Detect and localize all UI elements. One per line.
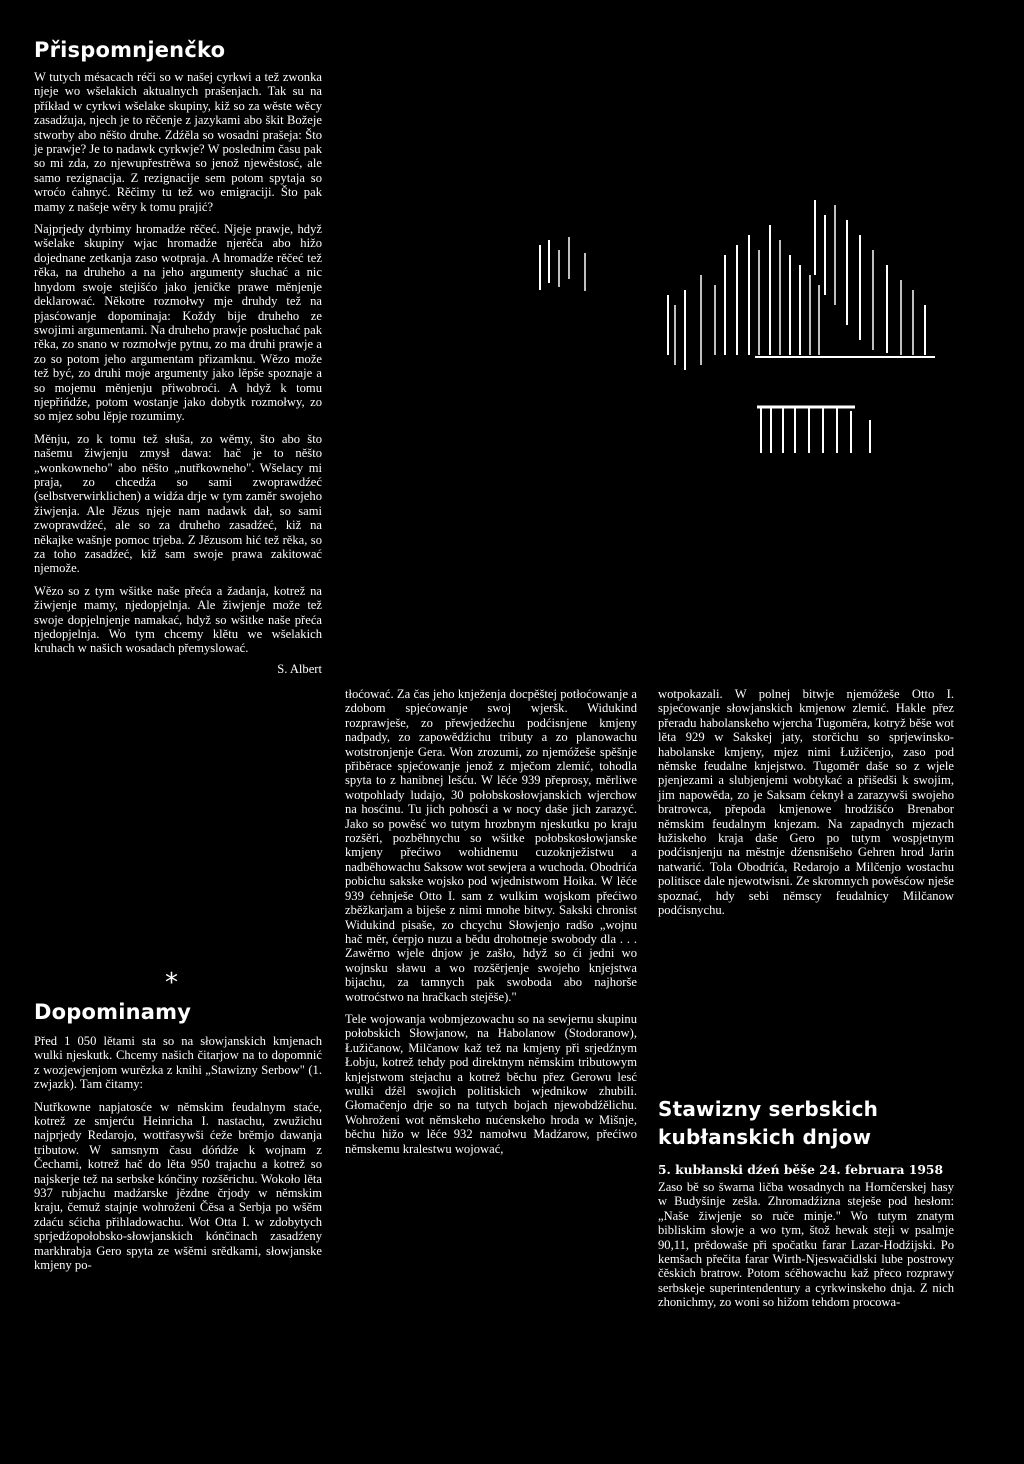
article-title-dopominamy: Dopominamy xyxy=(34,1000,192,1024)
article-body-continued xyxy=(345,687,637,1156)
paragraph: tłoćować. Za čas jeho knježenja docpěštej potłoćowanje a zdobom spjećowanje swoj wjeršk. Widukind rozprawješe, zo přewjedźechu podćisnjene kmjeny nadpady, zo zapowědźichu tributy a zo planowachu wotstronjenje Gera. Won zrozumi, zo njemóžeše spěšnje přiběrace spjećowanje jenož z mječom zlemić, tohodla spyta to z hanibnej lešću. W lěće 939 přeprosy, měrliwe wotpohlady ludajo, 30 połobskosłowjanskich wjerchow na hosćinu. Tu jich pohosći a w nocy daše jich zarazyć. Jako so powěsć wo tutym hrozbnym njeskutku po kraju rozšěri, pozběhnychu so wšitke połobskosłowjanske kmjeny přećiwo wohidnemu cuzoknježistwu a nadběhowachu Saksow wot sewjera a wuchoda. Obodrića pobichu sakske wojsko pod wjednistwom Hoika. W lěće 939 ćehnješe Otto I. sam z wulkim wojskom přećiwo zběžkarjam a biješe z nimi mnohe bitwy. Sakski chronist Widukind pisaše, zo chcychu Słowjenjo radšo „wojnu hač měr, ćerpjo nuzu a bědu drohotneje swobody dla . . . Zawěrno wjele dnjow je zašło, hdyž so ći jedni wo wojnsku sławu a wo rozšěrjenje swojeho knjejstwa bijachu, za tamnych pak swoboda abo najhorše wotroćstwo na hračkach stejěše)." xyxy=(345,687,638,1004)
title-line-2: kubłanskich dnjow xyxy=(658,1125,872,1149)
paragraph: Wězo so z tym wšitke naše přeća a žadanja, kotrež na žiwjenje mamy, njedopjelnja. Ale žiwjenje može tež swoje dopjelnjenje namakać, hdyž so wšitke naše přeća njedopjelnja. Wo tym chcemy klětu we wšelakich kruhach w našich wosadach přemyslować. xyxy=(34,583,322,656)
article-body-end xyxy=(658,687,954,918)
author-signature: S. Albert xyxy=(277,661,322,676)
paragraph: Tele wojowanja wobmjezowachu so na sewjernu skupinu połobskich Słowjanow, na Habolanow (Stodoranow), Łužičanow, Milčanow kaž tež na kmjeny při srjedźnym Łobju, kotrež tehdy pod direktnym němskim tributowym knjejstwom stejachu a kotrež běchu přez Gerowu lesć wulki dźěl swojich politiskich wjednikow zhubili. Głomačenjo drje so na tutych bojach njewobdźělichu. Wohroženi wot němskeho nućenskeho hroda w Mišnje, běchu hižo w lěće 932 namołwu Madźarow, přećiwo němskemu kralestwu wojować, xyxy=(345,1011,637,1156)
paragraph: Nutřkowne napjatosće w němskim feudalnym staće, kotrež ze smjerću Heinricha I. nastachu, zwužichu najprjedy Redarojo, wottřasywši ćeže brěmjo dawanja tributow. W samsnym času dóńdźe k wojnam z Čechami, kotrež hač do lěta 950 trajachu a kotrež so najskerje tež na serbske kónčiny rozšěrichu. Wokoło lěta 937 rubjachu madźarske jězdne črjody w němskim kraju, čemuž stajnje wohroženi Čěsa a Serbja po wšěm zdaću sćicha přihladowachu. Wot Otta I. w zdobytych sprjedźopołobsko-słowjanskich kónčinach zasadźeny markhrabja Gero spyta ze wšěmi srědkami, słowjanske kmjeny po- xyxy=(34,1099,322,1273)
asterisk-separator: * xyxy=(165,968,178,998)
article-body-prispomnjencko xyxy=(34,70,322,676)
paragraph: Měnju, zo k tomu tež słuša, zo wěmy, što abo što našemu žiwjenju zmysł dawa: hač je to něšto „wonkowneho" abo něšto „nutřkowneho". Wšelacy mi praja, zo chcedźa so sami zwoprawdźeć (selbstverwirklichen) a widźa drje w tym zaměr swojeho žiwjenja. Ale Jězus njeje nam nadawk dał, so sami zwoprawdźeć, ale so za druheho zasadźeć, kiž na někajke wašnje pomoc trjeba. Z Jězusom hić tež rěka, so za toho zasadźeć, kiž sam swoje prawa zakitować njemože. xyxy=(34,431,322,576)
paragraph: W tutych mésacach réči so w našej cyrkwi a tež zwonka njeje wo wšelakich aktualnych prašenjach. Tak su na příkład w cyrkwi wšelake skupiny, kiž so za wěste wěcy zasadźuja, njech je to rěčenje z jazykami abo škit Božeje stworby abo něšto druhe. Zdźěla so wosadni prašeja: Što je prawje? Je to nadawk cyrkwje? W poslednim času pak so mi zda, zo njewupřestrěwa so jenož njewěstosć, ale samo rezignacija. Z rezignacije sem potom spytaja so wroćo ćahnyć. Rěčimy tu tež wo emigraciji. Što pak mamy z našeje wěry k tomu prajić? xyxy=(34,70,322,214)
article-title-prispomnjencko: Přispomnjenčko xyxy=(34,38,226,62)
paragraph: Zaso bě so šwarna ličba wosadnych na Hornčerskej hasy w Budyšinje zešła. Zhromadźizna steješe pod hesłom: „Naše žiwjenje so ruče minje." Wo tutym znatym bibliskim słowje a wo tym, štož hewak steji w psalmje 90,11, prědowaše při spočatku farar Lazar-Hodźijski. Po kemšach přečita farar Wirth-Njeswačidlski lube postrowy čěskich bratrow. Potom sćěhowachu kaž přeco rozprawy serbskeje superintendentury a cyrkwinskeho dnja. Z nich zhonichmy, zo woni so hižom tehdom procowa- xyxy=(658,1180,954,1310)
organ-pipes-photo xyxy=(525,195,985,455)
article-body-dopominamy xyxy=(34,1034,322,1281)
article-title-stawizny xyxy=(658,1095,878,1151)
article-body-stawizny xyxy=(658,1180,954,1310)
paragraph: wotpokazali. W polnej bitwje njemóžeše Otto I. spjećowanje słowjanskich kmjenow zlemić. Hakle přez přeradu habolanskeho wjercha Tugoměra, kotryž běše wot lěta 929 w Sakskej jaty, storčichu so sprjewinsko-habolanske kmjeny, mjez nimi Łužičenjo, zaso pod němske feudalne knjejstwo. Tugoměr daše so z wjele pjenjezami a slubjenjemi wobtykać a přišedši k swojim, jim napowěda, zo je Saksam ćeknył a zarazywši swojeho bratrowca, přepoda kmjenowe hrodźišćo Brenabor němskim feudalnym knjezam. Na zapadnych mjezach łužiskeho kraja daše Gero po tutym wospjetnym podćisnjenju na městnje dźensnišeho Gehren hrod Jarin natwarić. Tola Obodrića, Redarojo a Milčenjo wostachu politisce dale njewotwisni. Ze skromnych powěsćow nješe spoznać, hdy sebi němscy feudalnicy Milčanow podćisnychu. xyxy=(658,687,954,918)
paragraph: Najprjedy dyrbimy hromadźe rěčeć. Njeje prawje, hdyž wšelake skupiny wjac hromadźe njerěča abo hižo dojednane zetkanja zaso wotpraja. A hromadźe rěčeć tež rěka, na druheho a na jeho argumenty słuchać a nic hnydom swoje stejišćo jako jeničke prawe měnjenje deklarować. Někotre rozmołwy mje druhdy tež na pjasćowanje dopominaja: Koždy bije druheho ze swojimi argumentami. Na druheho prawje posłuchać pak rěka, zo snano w rozmołwje pytnu, zo ma druhi prawje a zo so potom jeho argumentam přizamknu. Wězo može tež być, zo druhi moje argumenty jako lěpše spoznaje a so mojemu měnjenju přiwobroći. A hdyž k tomu njepřińdźe, potom wostanje jako dobytk rozmołwy, zo so mjez sobu lěpje rozumimy. xyxy=(34,222,322,424)
article-subheading-date: 5. kubłanski dźeń běše 24. februara 1958 xyxy=(658,1162,944,1177)
title-line-1: Stawizny serbskich xyxy=(658,1097,879,1121)
paragraph: Před 1 050 lětami sta so na słowjanskich kmjenach wulki njeskutk. Chcemy našich čitarjow na to dopomnić z wozjewjenjom wurězka z knihi „Stawizny Serbow" (1. zwjazk). Tam čitamy: xyxy=(34,1034,322,1092)
